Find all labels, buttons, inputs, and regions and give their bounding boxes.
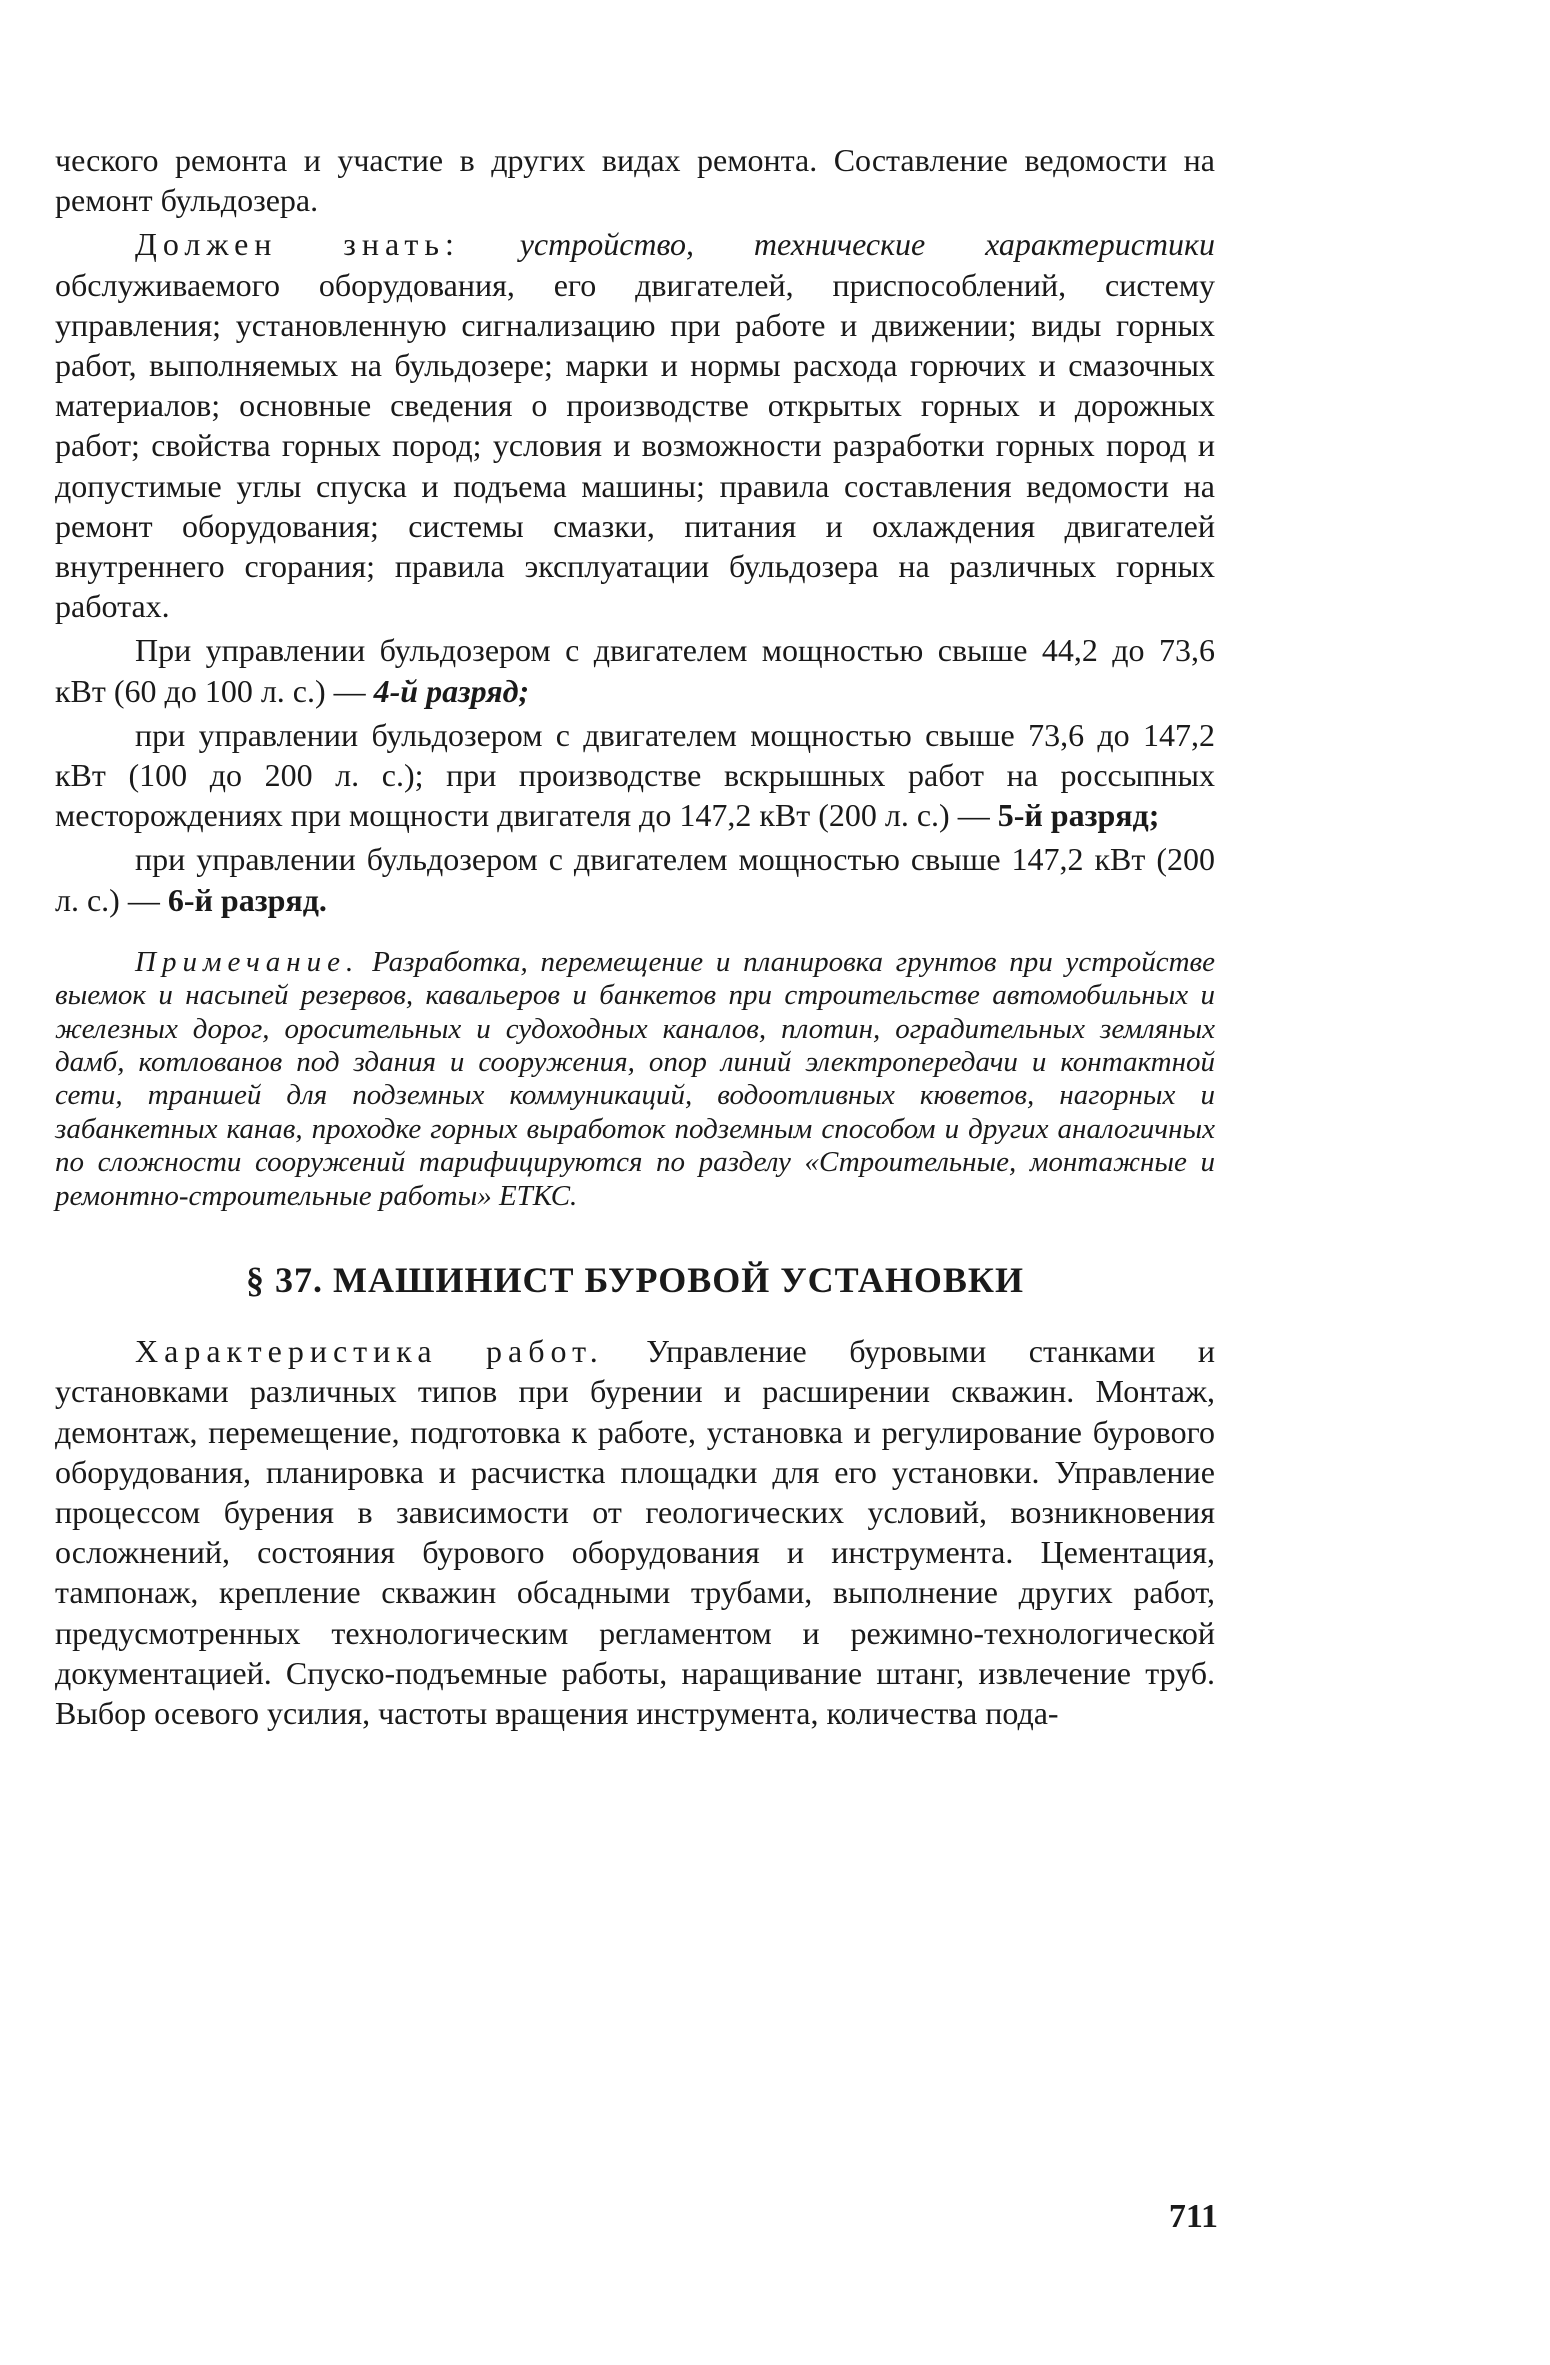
paragraph-must-know xyxy=(55,224,1215,626)
section-title: § 37. МАШИНИСТ БУРОВОЙ УСТАНОВКИ xyxy=(245,1260,1025,1301)
paragraph-grade-5 xyxy=(55,715,1215,836)
text-column xyxy=(55,140,1215,1733)
grade-4-label: 4-й разряд; xyxy=(373,672,530,709)
grade-6-label: 6-й разряд. xyxy=(167,881,327,918)
must-know-lead: Должен знать: xyxy=(135,226,460,263)
must-know-italic: устройство, технические характеристики xyxy=(459,226,1216,263)
note-paragraph xyxy=(55,946,1215,1213)
paragraph-grade-4 xyxy=(55,630,1215,710)
must-know-text: обслуживаемого оборудования, его двигателей, приспособлений, систему управления; установленную сигнализацию при работе и движении; виды горных работ, выполняемых на бульдозере; марки и нормы расхода горючих и смазочных материалов; основные сведения о производстве открытых горных и дорожных работ; свойства горных пород; условия и возможности разработки горных пород и допустимые углы спуска и подъема машины; правила составления ведомости на ремонт оборудования; системы смазки, питания и охлаждения двигателей внутреннего сгорания; правила эксплуатации бульдозера на различных горных работах. xyxy=(55,266,1215,625)
grade-4-text: При управлении бульдозером с двигателем мощностью свыше 44,2 до 73,6 кВт (60 до 100 л. с.) — xyxy=(55,632,1215,709)
note-lead: Примечание. xyxy=(135,945,360,978)
paragraph-characteristics xyxy=(55,1331,1215,1733)
page-number: 711 xyxy=(1168,2198,1218,2235)
characteristics-text: Управление буровыми станками и установками различных типов при бурении и расширении скважин. Монтаж, демонтаж, перемещение, подготовка к работе, установка и регулирование бурового оборудования, планировка и расчистка площадки для его установки. Управление процессом бурения в зависимости от геологических условий, возникновения осложнений, состояния бурового оборудования и инструмента. Цементация, тампонаж, крепление скважин обсадными трубами, выполнение других работ, предусмотренных технологическим регламентом и режимно-технологической документацией. Спуско-подъемные работы, наращивание штанг, извлечение труб. Выбор осевого усилия, частоты вращения инструмента, количества пода- xyxy=(55,1333,1216,1731)
grade-5-label: 5-й разряд; xyxy=(997,797,1160,834)
paragraph-grade-6 xyxy=(55,839,1215,919)
grade-5-text: при управлении бульдозером с двигателем мощностью свыше 73,6 до 147,2 кВт (100 до 200 л. с.); при производстве вскрышных работ на россыпных месторождениях при мощности двигателя до 147,2 кВт (200 л. с.) — xyxy=(55,716,1215,834)
note-text: Разработка, перемещение и планировка грунтов при устройстве выемок и насыпей резервов, кавальеров и банкетов при строительстве автомобильных и железных дорог, оросительных и судоходных каналов, плотин, оградительных земляных дамб, котлованов под здания и сооружения, опор линий электропередачи и контактной сети, траншей для подземных коммуникаций, водоотливных кюветов, нагорных и забанкетных канав, проходке горных выработок подземным способом и других аналогичных по сложности сооружений тарифицируются по разделу «Строительные, монтажные и ремонтно-строительные работы» ЕТКС. xyxy=(55,945,1215,1212)
paragraph-continuation: ческого ремонта и участие в других видах ремонта. Составление ведомости на ремонт бульдозера. xyxy=(55,142,1215,219)
characteristics-lead: Характеристика работ. xyxy=(135,1333,604,1370)
grade-6-text: при управлении бульдозером с двигателем мощностью свыше 147,2 кВт (200 л. с.) — xyxy=(55,841,1215,918)
